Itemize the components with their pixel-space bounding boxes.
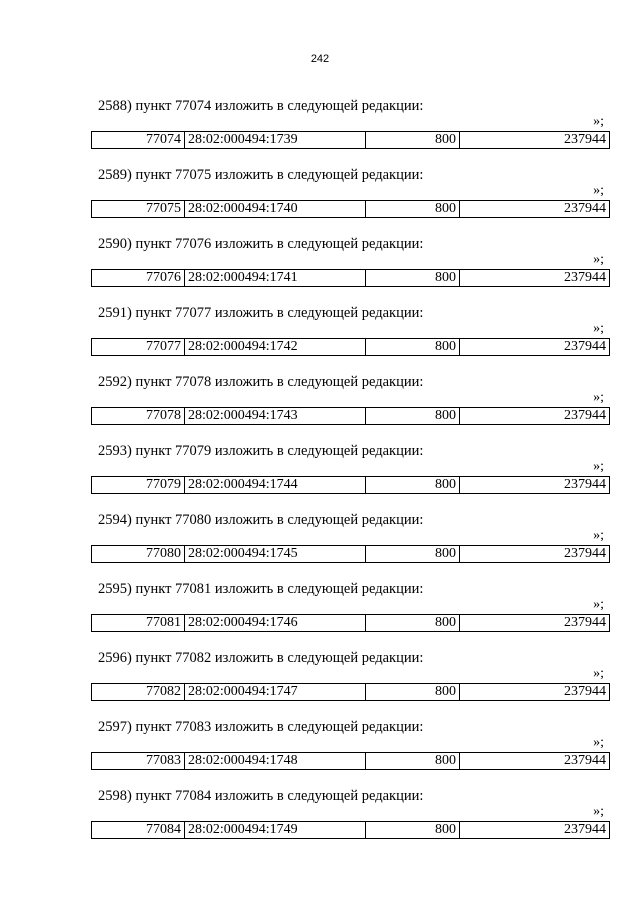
value-cell: 237944	[460, 132, 610, 149]
cadastral-number-cell: 28:02:000494:1742	[185, 339, 366, 356]
table-row	[92, 546, 610, 563]
table-row	[92, 132, 610, 149]
table-row	[92, 684, 610, 701]
value-cell: 237944	[460, 201, 610, 218]
closing-quote: »;	[593, 459, 604, 474]
entry-heading: 2597) пункт 77083 изложить в следующей редакции:	[98, 719, 424, 735]
entry-table	[91, 821, 610, 839]
value-cell: 237944	[460, 477, 610, 494]
entry-table	[91, 338, 610, 356]
table-row	[92, 477, 610, 494]
entry-heading: 2590) пункт 77076 изложить в следующей редакции:	[98, 236, 424, 252]
amendment-entry	[0, 305, 640, 365]
area-cell: 800	[366, 132, 460, 149]
item-number-cell: 77083	[92, 753, 185, 770]
table-row	[92, 339, 610, 356]
table-row	[92, 753, 610, 770]
item-number-cell: 77074	[92, 132, 185, 149]
entry-heading: 2595) пункт 77081 изложить в следующей редакции:	[98, 581, 424, 597]
amendment-entry	[0, 443, 640, 503]
closing-quote: »;	[593, 114, 604, 129]
closing-quote: »;	[593, 183, 604, 198]
closing-quote: »;	[593, 252, 604, 267]
entry-heading: 2592) пункт 77078 изложить в следующей редакции:	[98, 374, 424, 390]
area-cell: 800	[366, 822, 460, 839]
item-number-cell: 77079	[92, 477, 185, 494]
cadastral-number-cell: 28:02:000494:1740	[185, 201, 366, 218]
cadastral-number-cell: 28:02:000494:1746	[185, 615, 366, 632]
item-number-cell: 77081	[92, 615, 185, 632]
entry-table	[91, 752, 610, 770]
amendment-entry	[0, 512, 640, 572]
amendment-entry	[0, 236, 640, 296]
item-number-cell: 77080	[92, 546, 185, 563]
cadastral-number-cell: 28:02:000494:1748	[185, 753, 366, 770]
amendment-entry	[0, 98, 640, 158]
amendment-entry	[0, 719, 640, 779]
closing-quote: »;	[593, 597, 604, 612]
cadastral-number-cell: 28:02:000494:1745	[185, 546, 366, 563]
area-cell: 800	[366, 477, 460, 494]
table-row	[92, 408, 610, 425]
area-cell: 800	[366, 684, 460, 701]
amendment-entry	[0, 650, 640, 710]
table-row	[92, 270, 610, 287]
entry-heading: 2591) пункт 77077 изложить в следующей редакции:	[98, 305, 424, 321]
cadastral-number-cell: 28:02:000494:1739	[185, 132, 366, 149]
entry-table	[91, 614, 610, 632]
entry-heading: 2598) пункт 77084 изложить в следующей редакции:	[98, 788, 424, 804]
amendment-entry	[0, 788, 640, 848]
area-cell: 800	[366, 201, 460, 218]
entry-table	[91, 476, 610, 494]
entry-table	[91, 407, 610, 425]
value-cell: 237944	[460, 408, 610, 425]
value-cell: 237944	[460, 339, 610, 356]
cadastral-number-cell: 28:02:000494:1749	[185, 822, 366, 839]
item-number-cell: 77075	[92, 201, 185, 218]
entry-table	[91, 269, 610, 287]
closing-quote: »;	[593, 321, 604, 336]
area-cell: 800	[366, 339, 460, 356]
item-number-cell: 77082	[92, 684, 185, 701]
cadastral-number-cell: 28:02:000494:1743	[185, 408, 366, 425]
value-cell: 237944	[460, 684, 610, 701]
area-cell: 800	[366, 546, 460, 563]
entry-table	[91, 131, 610, 149]
item-number-cell: 77084	[92, 822, 185, 839]
closing-quote: »;	[593, 804, 604, 819]
area-cell: 800	[366, 408, 460, 425]
table-row	[92, 615, 610, 632]
page-number: 242	[310, 53, 330, 65]
entry-heading: 2596) пункт 77082 изложить в следующей редакции:	[98, 650, 424, 666]
cadastral-number-cell: 28:02:000494:1747	[185, 684, 366, 701]
entry-heading: 2589) пункт 77075 изложить в следующей редакции:	[98, 167, 424, 183]
entry-table	[91, 545, 610, 563]
closing-quote: »;	[593, 735, 604, 750]
value-cell: 237944	[460, 822, 610, 839]
closing-quote: »;	[593, 390, 604, 405]
value-cell: 237944	[460, 753, 610, 770]
closing-quote: »;	[593, 528, 604, 543]
value-cell: 237944	[460, 270, 610, 287]
area-cell: 800	[366, 615, 460, 632]
area-cell: 800	[366, 753, 460, 770]
value-cell: 237944	[460, 546, 610, 563]
amendment-entry	[0, 374, 640, 434]
cadastral-number-cell: 28:02:000494:1741	[185, 270, 366, 287]
entry-heading: 2593) пункт 77079 изложить в следующей редакции:	[98, 443, 424, 459]
item-number-cell: 77077	[92, 339, 185, 356]
entry-table	[91, 683, 610, 701]
amendment-entry	[0, 581, 640, 641]
table-row	[92, 201, 610, 218]
item-number-cell: 77076	[92, 270, 185, 287]
cadastral-number-cell: 28:02:000494:1744	[185, 477, 366, 494]
entry-heading: 2588) пункт 77074 изложить в следующей редакции:	[98, 98, 424, 114]
amendment-entry	[0, 167, 640, 227]
closing-quote: »;	[593, 666, 604, 681]
area-cell: 800	[366, 270, 460, 287]
entry-heading: 2594) пункт 77080 изложить в следующей редакции:	[98, 512, 424, 528]
entry-table	[91, 200, 610, 218]
table-row	[92, 822, 610, 839]
value-cell: 237944	[460, 615, 610, 632]
item-number-cell: 77078	[92, 408, 185, 425]
